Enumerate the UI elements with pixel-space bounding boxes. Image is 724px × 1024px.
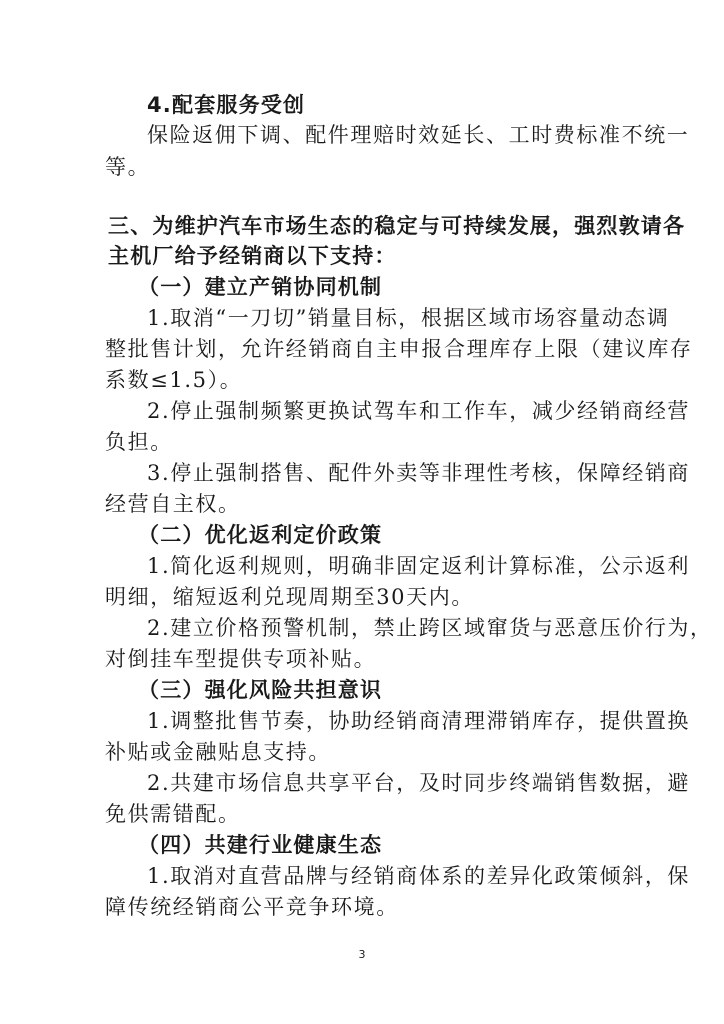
page-number: 3: [358, 948, 366, 961]
section-4-body-line-1: 保险返佣下调、配件理赔时效延长、工时费标准不统一: [147, 123, 690, 147]
paragraph-line: 明细，缩短返利兑现周期至30天内。: [105, 585, 474, 609]
subsection-title-3: （三）强化风险共担意识: [138, 678, 383, 702]
paragraph-line: 3.停止强制搭售、配件外卖等非理性考核，保障经销商: [147, 461, 691, 485]
paragraph-line: 1.简化返利规则，明确非固定返利计算标准，公示返利: [147, 554, 691, 578]
paragraph-line: 1.调整批售节奏，协助经销商清理滞销库存，提供置换: [147, 709, 691, 733]
section-4-body-line-2: 等。: [105, 155, 151, 179]
paragraph-line: 1.取消对直营品牌与经销商体系的差异化政策倾斜，保: [147, 864, 691, 888]
paragraph-line: 整批售计划，允许经销商自主申报合理库存上限（建议库存: [105, 337, 693, 361]
paragraph-line: 2.建立价格预警机制，禁止跨区域窜货与恶意压价行为，: [147, 616, 713, 640]
subsection-title-1: （一）建立产销协同机制: [138, 275, 383, 299]
section-3-heading-line-1: 三、为维护汽车市场生态的稳定与可持续发展，强烈敦请各: [108, 214, 686, 238]
paragraph-line: 1.取消“一刀切”销量目标，根据区域市场容量动态调: [147, 306, 670, 330]
paragraph-line: 免供需错配。: [105, 802, 241, 826]
paragraph-line: 2.停止强制频繁更换试驾车和工作车，减少经销商经营: [147, 399, 691, 423]
section-3-heading-line-2: 主机厂给予经销商以下支持：: [108, 244, 397, 268]
paragraph-line: 障传统经销商公平竞争环境。: [105, 895, 399, 919]
paragraph-line: 负担。: [105, 430, 173, 454]
paragraph-line: 对倒挂车型提供专项补贴。: [105, 647, 377, 671]
paragraph-line: 系数≤1.5）。: [105, 368, 243, 392]
subsection-title-2: （二）优化返利定价政策: [138, 523, 383, 547]
paragraph-line: 经营自主权。: [105, 492, 241, 516]
subsection-title-4: （四）共建行业健康生态: [138, 833, 383, 857]
section-4-heading: 4.配套服务受创: [147, 93, 306, 117]
paragraph-line: 2.共建市场信息共享平台，及时同步终端销售数据，避: [147, 771, 691, 795]
paragraph-line: 补贴或金融贴息支持。: [105, 740, 331, 764]
